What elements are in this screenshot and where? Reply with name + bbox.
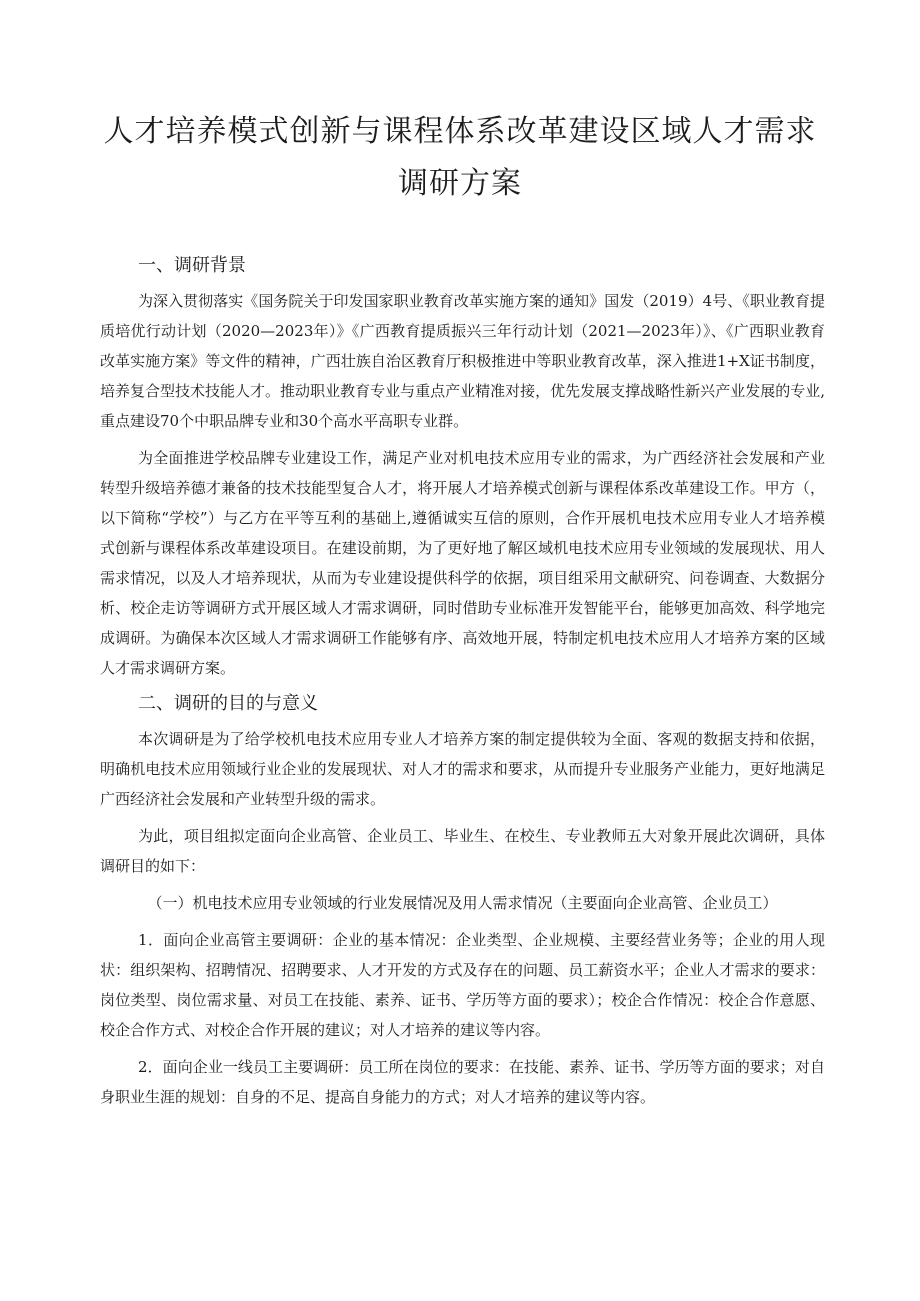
paragraph: 为此，项目组拟定面向企业高管、企业员工、毕业生、在校生、专业教师五大对象开展此次调研，具体调研目的如下：	[100, 827, 825, 875]
paragraph: 为深入贯彻落实《国务院关于印发国家职业教育改革实施方案的通知》国发（2019）4号、《职业教育提质培优行动计划（2020—2023年）》《广西教育提质振兴三年行动计划（2021—2023年）》、《广西职业教育改革实施方案》等文件的精神，广西壮族自治区教育厅积极推进中等职业教育改革，深入推进1+X证书制度，培养复合型技术技能人才。推动职业教育专业与重点产业精准对接，优先发展支撑战略性新兴产业发展的专业,重点建设70个中职品牌专业和30个高水平高职专业群。	[100, 292, 825, 430]
section-heading-purpose: 二、调研的目的与意义	[138, 693, 318, 714]
document-body	[100, 252, 825, 1119]
list-item: 1．面向企业高管主要调研：企业的基本情况：企业类型、企业规模、主要经营业务等；企业的用人现状：组织架构、招聘情况、招聘要求、人才开发的方式及存在的问题、员工薪资水平；企业人才需求的要求：岗位类型、岗位需求量、对员工在技能、素养、证书、学历等方面的要求）；校企合作情况：校企合作意愿、校企合作方式、对校企合作开展的建议；对人才培养的建议等内容。	[100, 931, 825, 1039]
paragraph: 为全面推进学校品牌专业建设工作，满足产业对机电技术应用专业的需求，为广西经济社会发展和产业转型升级培养德才兼备的技术技能型复合人才，将开展人才培养模式创新与课程体系改革建设工作。甲方（，以下简称“学校”）与乙方在平等互利的基础上,遵循诚实互信的原则，合作开展机电技术应用专业人才培养模式创新与课程体系改革建设项目。在建设前期，为了更好地了解区域机电技术应用专业领域的发展现状、用人需求情况，以及人才培养现状，从而为专业建设提供科学的依据，项目组采用文献研究、问卷调查、大数据分析、校企走访等调研方式开展区域人才需求调研，同时借助专业标准开发智能平台，能够更加高效、科学地完成调研。为确保本次区域人才需求调研工作能够有序、高效地开展，特制定机电技术应用人才培养方案的区域人才需求调研方案。	[100, 449, 825, 677]
document-title-line2: 调研方案	[398, 166, 522, 201]
list-item: 2．面向企业一线员工主要调研：员工所在岗位的要求：在技能、素养、证书、学历等方面的要求；对自身职业生涯的规划：自身的不足、提高自身能力的方式；对人才培养的建议等内容。	[100, 1058, 825, 1106]
paragraph: 本次调研是为了给学校机电技术应用专业人才培养方案的制定提供较为全面、客观的数据支持和依据，明确机电技术应用领域行业企业的发展现状、对人才的需求和要求，从而提升专业服务产业能力，更好地满足广西经济社会发展和产业转型升级的需求。	[100, 730, 825, 808]
subsection-heading: （一）机电技术应用专业领域的行业发展情况及用人需求情况（主要面向企业高管、企业员工）	[147, 894, 778, 912]
section-heading-background: 一、调研背景	[138, 255, 246, 276]
document-title-line1: 人才培养模式创新与课程体系改革建设区域人才需求	[103, 114, 817, 149]
